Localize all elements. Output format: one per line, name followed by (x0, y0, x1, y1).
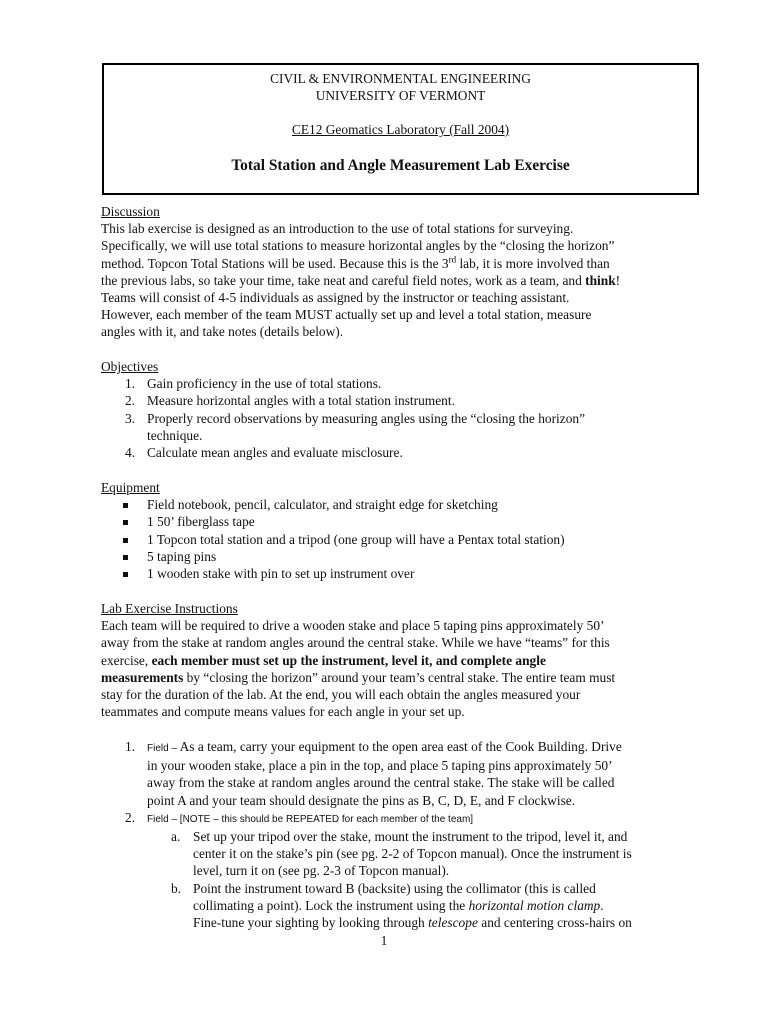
page-title: Total Station and Angle Measurement Lab Exercise (231, 157, 570, 174)
list-item: Field notebook, pencil, calculator, and straight edge for sketching (101, 496, 701, 513)
bullet-icon (123, 572, 128, 577)
page-number: 1 (380, 933, 388, 948)
instructions-heading: Lab Exercise Instructions (101, 601, 238, 616)
instructions-line: away from the stake at random angles around the central stake. While we have “teams” for this (101, 635, 610, 651)
discussion-line: the previous labs, so take your time, take neat and careful field notes, work as a team, and think! (101, 272, 621, 288)
equipment-heading: Equipment (101, 480, 160, 495)
discussion-line: Specifically, we will use total stations to measure horizontal angles by the “closing the horizon” (101, 238, 615, 254)
list-item: 1 wooden stake with pin to set up instrument over (101, 565, 701, 582)
objectives-section (101, 358, 701, 461)
discussion-line: This lab exercise is designed as an introduction to the use of total stations for surveying. (101, 221, 574, 237)
field-tag: Field – [NOTE – this should be REPEATED for each member of the team] (147, 813, 474, 825)
list-item: 2. Measure horizontal angles with a total station instrument. (125, 393, 455, 409)
discussion-section (101, 203, 701, 341)
instructions-line: stay for the duration of the lab. At the end, you will each obtain the angles measured your (101, 687, 581, 703)
step-item: 2. Field – [NOTE – this should be REPEATED for each member of the team] a. Set up your tripod over the stake, mount the instrument to the tripod, level it, and center it on the stake’s pin (see pg. 2-2 of Topcon manual). Once the instrument is level, turn it on (see pg. 2-3 of Topcon manual). b. Point the instrument toward B (backsite) using the collimator (this is called collimating a point). Lock the instrument using the horizontal motion clamp. Fine-tune your sighting by looking through telescope and centering cross-hairs on (101, 809, 701, 931)
list-item: 3. Properly record observations by measuring angles using the “closing the horizon” technique. (125, 410, 586, 443)
steps-section (101, 738, 701, 931)
bullet-icon (123, 520, 128, 525)
bullet-icon (123, 555, 128, 560)
discussion-heading: Discussion (101, 204, 160, 219)
header-box (102, 63, 699, 195)
list-item: 5 taping pins (101, 548, 701, 565)
university-name: UNIVERSITY OF VERMONT (315, 88, 486, 103)
instructions-line: teammates and compute means values for each angle in your set up. (101, 704, 465, 720)
instructions-line: measurements by “closing the horizon” around your team’s central stake. The entire team must (101, 669, 616, 685)
substep-item: b. Point the instrument toward B (backsite) using the collimator (this is called collimating a point). Lock the instrument using the horizontal motion clamp. Fine-tune your sighting by looking through telescope and centering cross-hairs on (171, 880, 632, 931)
department-name: CIVIL & ENVIRONMENTAL ENGINEERING (270, 71, 531, 86)
instructions-line: exercise, each member must set up the instrument, level it, and complete angle (101, 652, 546, 668)
bullet-icon (123, 503, 128, 508)
course-title: CE12 Geomatics Laboratory (Fall 2004) (291, 122, 510, 137)
step-item: 1. Field – As a team, carry your equipment to the open area east of the Cook Building. Drive in your wooden stake, place a pin in the top, and place 5 taping pins approximately 50’ away from the stake at random angles around the central stake. The stake will be called point A and your team should designate the pins as B, C, D, E, and F clockwise. (125, 739, 622, 808)
discussion-line: method. Topcon Total Stations will be used. Because this is the 3rd lab, it is more involved than (101, 254, 610, 271)
field-tag: Field – (147, 743, 178, 754)
equipment-section (101, 479, 701, 582)
discussion-line: However, each member of the team MUST actually set up and level a total station, measure (101, 307, 592, 323)
instructions-line: Each team will be required to drive a wooden stake and place 5 taping pins approximately 50’ (101, 618, 605, 634)
objectives-heading: Objectives (101, 359, 159, 374)
substep-item: a. Set up your tripod over the stake, mount the instrument to the tripod, level it, and center it on the stake’s pin (see pg. 2-2 of Topcon manual). Once the instrument is level, turn it on (see pg. 2-3 of Topcon manual). (171, 829, 632, 879)
list-item: 4. Calculate mean angles and evaluate misclosure. (125, 445, 403, 461)
list-item: 1 Topcon total station and a tripod (one group will have a Pentax total station) (101, 531, 701, 548)
instructions-section (101, 600, 701, 720)
discussion-line: angles with it, and take notes (details below). (101, 324, 344, 340)
bullet-icon (123, 538, 128, 543)
discussion-line: Teams will consist of 4-5 individuals as assigned by the instructor or teaching assistant. (101, 290, 570, 306)
list-item: 1 50’ fiberglass tape (101, 513, 701, 530)
list-item: 1. Gain proficiency in the use of total stations. (125, 376, 382, 392)
